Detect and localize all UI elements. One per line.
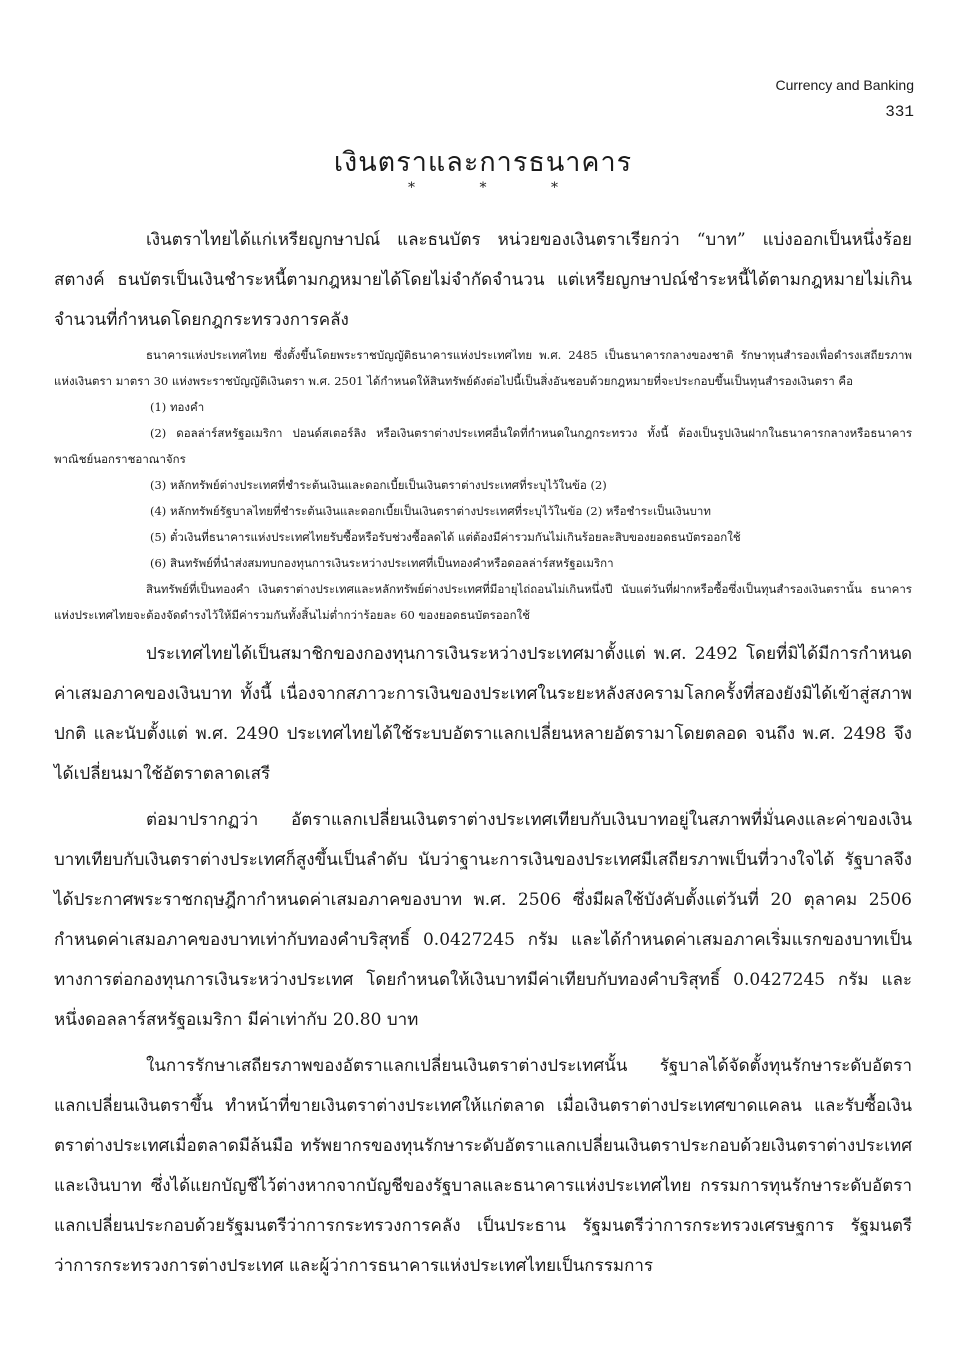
paragraph-exchange-fund: ในการรักษาเสถียรภาพของอัตราแลกเปลี่ยนเงินตราต่างประเทศนั้น รัฐบาลได้จัดตั้งทุนรักษาระดับอัตราแลกเปลี่ยนเงินตราขึ้น ทำหน้าที่ขายเงินตราต่างประเทศให้แก่ตลาด เมื่อเงินตราต่างประเทศขาดแคลน และรับซื้อเงินตราต่างประเทศเมื่อตลาดมีล้นมือ ทรัพยากรของทุนรักษาระดับอัตราแลกเปลี่ยนเงินตราประกอบด้วยเงินตราต่างประเทศ และเงินบาท ซึ่งได้แยกบัญชีไว้ต่างหากจากบัญชีของรัฐบาลและธนาคารแห่งประเทศไทย กรรมการทุนรักษาระดับอัตราแลกเปลี่ยนประกอบด้วยรัฐมนตรีว่าการกระทรวงการคลัง เป็นประธาน รัฐมนตรีว่าการกระทรวงเศรษฐการ รัฐมนตรีว่าการกระทรวงการต่างประเทศ และผู้ว่าการธนาคารแห่งประเทศไทยเป็นกรรมการ bbox=[54, 1056, 912, 1276]
reserve-item-5: (5) ตั๋วเงินที่ธนาคารแห่งประเทศไทยรับซื้อหรือรับช่วงซื้อลดได้ แต่ต้องมีค่ารวมกันไม่เกินร้อยละสิบของยอดธนบัตรออกใช้ bbox=[150, 530, 741, 544]
section-separator: * * * bbox=[408, 180, 558, 196]
reserve-item-4: (4) หลักทรัพย์รัฐบาลไทยที่ชำระต้นเงินและดอกเบี้ยเป็นเงินตราต่างประเทศที่ระบุไว้ในข้อ (2) หรือชำระเป็นเงินบาท bbox=[150, 504, 711, 518]
reserve-note bbox=[54, 342, 912, 628]
reserve-note-intro: ธนาคารแห่งประเทศไทย ซึ่งตั้งขึ้นโดยพระราชบัญญัติธนาคารแห่งประเทศไทย พ.ศ. 2485 เป็นธนาคารกลางของชาติ รักษาทุนสำรองเพื่อดำรงเสถียรภาพแห่งเงินตรา มาตรา 30 แห่งพระราชบัญญัติเงินตรา พ.ศ. 2501 ได้กำหนดให้สินทรัพย์ดังต่อไปนี้เป็นสิ่งอันชอบด้วยกฎหมายที่จะประกอบขึ้นเป็นทุนสำรองเงินตรา คือ bbox=[54, 348, 912, 388]
reserve-item-1: (1) ทองคำ bbox=[150, 400, 205, 414]
reserve-item-3: (3) หลักทรัพย์ต่างประเทศที่ชำระต้นเงินและดอกเบี้ยเป็นเงินตราต่างประเทศที่ระบุไว้ในข้อ (2) bbox=[150, 478, 607, 492]
reserve-item-2: (2) ดอลล่าร์สหรัฐอเมริกา ปอนด์สเตอร์ลิง หรือเงินตราต่างประเทศอื่นใดที่กำหนดในกฎกระทรวง ทั้งนี้ ต้องเป็นรูปเงินฝากในธนาคารกลางหรือธนาคารพาณิชย์นอกราชอาณาจักร bbox=[54, 426, 912, 466]
reserve-item-6: (6) สินทรัพย์ที่นำส่งสมทบกองทุนการเงินระหว่างประเทศที่เป็นทองคำหรือดอลล่าร์สหรัฐอเมริกา bbox=[150, 556, 614, 570]
paragraph-par-value: ต่อมาปรากฏว่า อัตราแลกเปลี่ยนเงินตราต่างประเทศเทียบกับเงินบาทอยู่ในสภาพที่มั่นคงและค่าของเงินบาทเทียบกับเงินตราต่างประเทศก็สูงขึ้นเป็นลำดับ นับว่าฐานะการเงินของประเทศมีเสถียรภาพเป็นที่วางใจได้ รัฐบาลจึงได้ประกาศพระราชกฤษฎีกากำหนดค่าเสมอภาคของบาท พ.ศ. 2506 ซึ่งมีผลใช้บังคับตั้งแต่วันที่ 20 ตุลาคม 2506 กำหนดค่าเสมอภาคของบาทเท่ากับทองคำบริสุทธิ์ 0.0427245 กรัม และได้กำหนดค่าเสมอภาคเริ่มแรกของบาทเป็นทางการต่อกองทุนการเงินระหว่างประเทศ โดยกำหนดให้เงินบาทมีค่าเทียบกับทองคำบริสุทธิ์ 0.0427245 กรัม และหนึ่งดอลลาร์สหรัฐอเมริกา มีค่าเท่ากับ 20.80 บาท bbox=[54, 810, 912, 1030]
page-title: เงินตราและการธนาคาร bbox=[333, 147, 633, 178]
page-number: 331 bbox=[885, 103, 914, 121]
running-title: Currency and Banking bbox=[775, 77, 914, 93]
paragraph-imf-membership: ประเทศไทยได้เป็นสมาชิกของกองทุนการเงินระหว่างประเทศมาตั้งแต่ พ.ศ. 2492 โดยที่มิได้มีการกำหนดค่าเสมอภาคของเงินบาท ทั้งนี้ เนื่องจากสภาวะการเงินของประเทศในระยะหลังสงครามโลกครั้งที่สองยังมิได้เข้าสู่สภาพปกติ และนับตั้งแต่ พ.ศ. 2490 ประเทศไทยได้ใช้ระบบอัตราแลกเปลี่ยนหลายอัตรามาโดยตลอด จนถึง พ.ศ. 2498 จึงได้เปลี่ยนมาใช้อัตราตลาดเสรี bbox=[54, 644, 912, 784]
body-text bbox=[54, 220, 912, 1286]
paragraph-currency: เงินตราไทยได้แก่เหรียญกษาปณ์ และธนบัตร หน่วยของเงินตราเรียกว่า “บาท” แบ่งออกเป็นหนึ่งร้อยสตางค์ ธนบัตรเป็นเงินชำระหนี้ตามกฎหมายได้โดยไม่จำกัดจำนวน แต่เหรียญกษาปณ์ชำระหนี้ได้ตามกฎหมายไม่เกินจำนวนที่กำหนดโดยกฎกระทรวงการคลัง bbox=[54, 230, 912, 330]
reserve-note-closing: สินทรัพย์ที่เป็นทองคำ เงินตราต่างประเทศและหลักทรัพย์ต่างประเทศที่มีอายุไถ่ถอนไม่เกินหนึ่งปี นับแต่วันที่ฝากหรือซื้อซึ่งเป็นทุนสำรองเงินตรานั้น ธนาคารแห่งประเทศไทยจะต้องจัดดำรงไว้ให้มีค่ารวมกันทั้งสิ้นไม่ต่ำกว่าร้อยละ 60 ของยอดธนบัตรออกใช้ bbox=[54, 582, 912, 622]
running-head bbox=[775, 78, 914, 120]
